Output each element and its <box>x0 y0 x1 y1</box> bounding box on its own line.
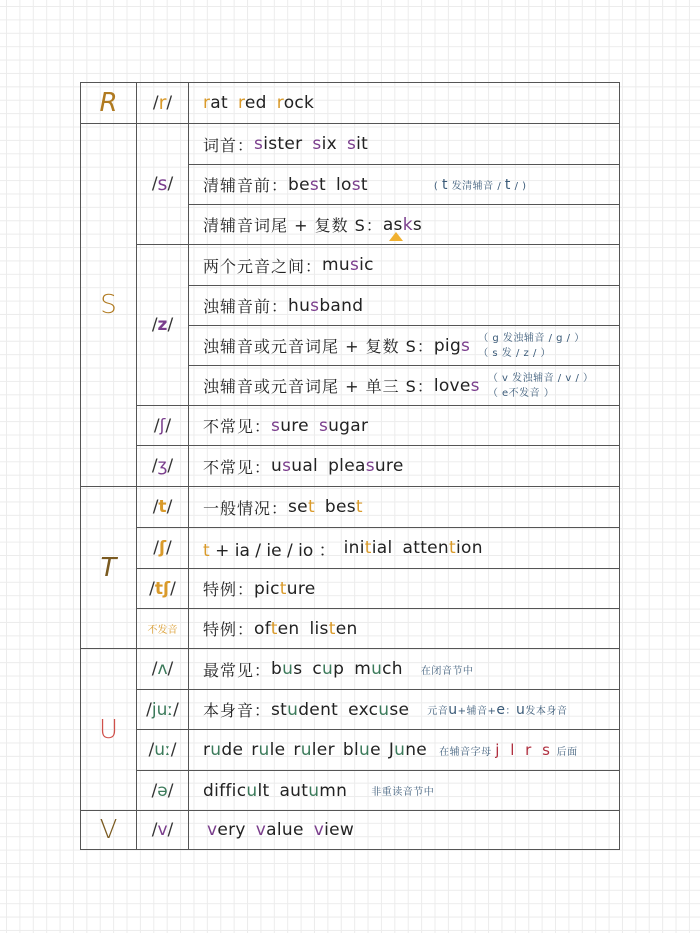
ipa-cell: / uː / <box>137 730 189 771</box>
rule-label: 不常见： <box>203 457 272 477</box>
ipa-symbol: t <box>158 497 167 517</box>
letter-label: U <box>98 714 119 745</box>
example-row: 两个元音之间： music <box>189 245 619 286</box>
letter-label: T <box>100 552 117 583</box>
rule-note: 在闭音节中 <box>420 665 474 677</box>
letter-cell-r <box>81 83 137 124</box>
rule-label: 词首： <box>203 135 255 155</box>
letter-cell-s <box>81 124 137 487</box>
rule-label: 浊辅音前： <box>203 297 289 316</box>
rule-label: 本身音： <box>203 701 272 720</box>
example-row: 特例： often listen <box>189 609 619 649</box>
ipa-symbol: ʒ <box>157 456 168 476</box>
example-row: rude rule ruler blue June 在辅音字母 j l r s 后面 <box>189 730 619 771</box>
example-word: rock <box>276 93 315 113</box>
ipa-symbol: v <box>157 820 168 840</box>
letter-cell-t <box>81 487 137 649</box>
rule-label: 两个元音之间： <box>203 256 323 276</box>
example-row: 不常见： usual pleasure <box>189 446 619 487</box>
rule-label: 最常见： <box>203 660 272 680</box>
example-row: 浊辅音或元音词尾 + 复数 S： pigs （ g 发浊辅音 / g / ） （ s 发 / z / ） <box>189 326 619 366</box>
rule-label: 不常见： <box>203 417 272 436</box>
ipa-symbol: ʃ <box>159 415 166 436</box>
ipa-symbol: ə <box>157 780 168 801</box>
example-word: rat <box>203 93 228 113</box>
rule-label: 浊辅音或元音词尾 + 单三 S： <box>203 377 434 396</box>
example-row: very value view <box>207 820 355 840</box>
example-row: 最常见： bus cup much 在闭音节中 <box>189 649 619 690</box>
ipa-cell: / s / <box>137 124 189 245</box>
rule-label: t + ia / ie / io ： <box>203 540 336 561</box>
example-row: 浊辅音前： husband <box>189 286 619 326</box>
rule-note: 在辅音字母 j l r s 后面 <box>439 741 578 759</box>
example-row: 特例： picture <box>189 569 619 609</box>
example-row: difficult autumn 非重读音节中 <box>189 771 619 811</box>
ipa-symbol: r <box>158 92 167 114</box>
rule-note: （ g 发浊辅音 / g / ） （ s 发 / z / ） <box>478 332 585 359</box>
ipa-symbol: uː <box>154 740 171 760</box>
ipa-cell: / v / <box>137 811 189 849</box>
ipa-cell: / juː / <box>137 690 189 730</box>
ipa-cell <box>137 609 189 649</box>
ipa-symbol: ʌ <box>157 659 168 679</box>
ipa-cell: / ʃ / <box>137 528 189 569</box>
rule-label: 特例： <box>203 620 255 639</box>
letter-label: S <box>100 290 117 320</box>
ipa-cell: / ə / <box>137 771 189 811</box>
ipa-cell: / ʃ / <box>137 406 189 446</box>
silent-label: 不发音 <box>147 625 178 636</box>
rule-note: 非重读音节中 <box>371 787 435 798</box>
warning-icon <box>389 232 403 241</box>
example-row <box>189 83 619 124</box>
letter-cell-u <box>81 649 137 811</box>
phonics-table <box>80 82 620 850</box>
ipa-cell: / ʌ / <box>137 649 189 690</box>
example-row: 清辅音词尾 + 复数 S： asks <box>189 205 619 245</box>
letter-label: R <box>99 88 118 118</box>
example-row: 不常见： sure sugar <box>189 406 619 446</box>
example-row: 词首： sister six sit <box>189 124 619 165</box>
example-row: 本身音： student excuse 元音u+辅音+e：u发本身音 <box>189 690 619 730</box>
ipa-symbol: juː <box>151 699 174 720</box>
rule-label: 特例： <box>203 580 255 599</box>
example-row: t + ia / ie / io ： initial attention <box>189 528 619 569</box>
example-row: 一般情况： set best <box>189 487 619 528</box>
highlight-letters: j l r s <box>495 741 553 759</box>
rule-note: 元音u+辅音+e：u发本身音 <box>427 701 568 718</box>
ipa-cell: / tʃ / <box>137 569 189 609</box>
ipa-symbol: z <box>157 315 168 335</box>
example-row: 浊辅音或元音词尾 + 单三 S： loves （ v 发浊辅音 / v / ） （ e不发音 ） <box>189 366 619 406</box>
ipa-cell: / r / <box>137 83 189 124</box>
ipa-cell: / z / <box>137 245 189 406</box>
rule-note: ( t 发清辅音 / t / ) <box>433 176 527 193</box>
ipa-symbol: s <box>157 173 168 195</box>
ipa-symbol: tʃ <box>154 578 171 599</box>
letter-cell-v <box>81 811 137 849</box>
ipa-cell: / t / <box>137 487 189 528</box>
rule-label: 清辅音词尾 + 复数 S： <box>203 216 383 235</box>
ipa-symbol: ʃ <box>158 538 167 558</box>
ipa-cell: / ʒ / <box>137 446 189 487</box>
rule-note: （ v 发浊辅音 / v / ） （ e不发音 ） <box>487 372 594 399</box>
example-row: 清辅音前： best lost ( t 发清辅音 / t / ) <box>189 165 619 205</box>
letter-label: V <box>99 815 118 845</box>
rule-label: 一般情况： <box>203 498 289 518</box>
example-word: red <box>237 93 267 113</box>
rule-label: 清辅音前： <box>203 176 289 195</box>
rule-label: 浊辅音或元音词尾 + 复数 S： <box>203 337 434 356</box>
